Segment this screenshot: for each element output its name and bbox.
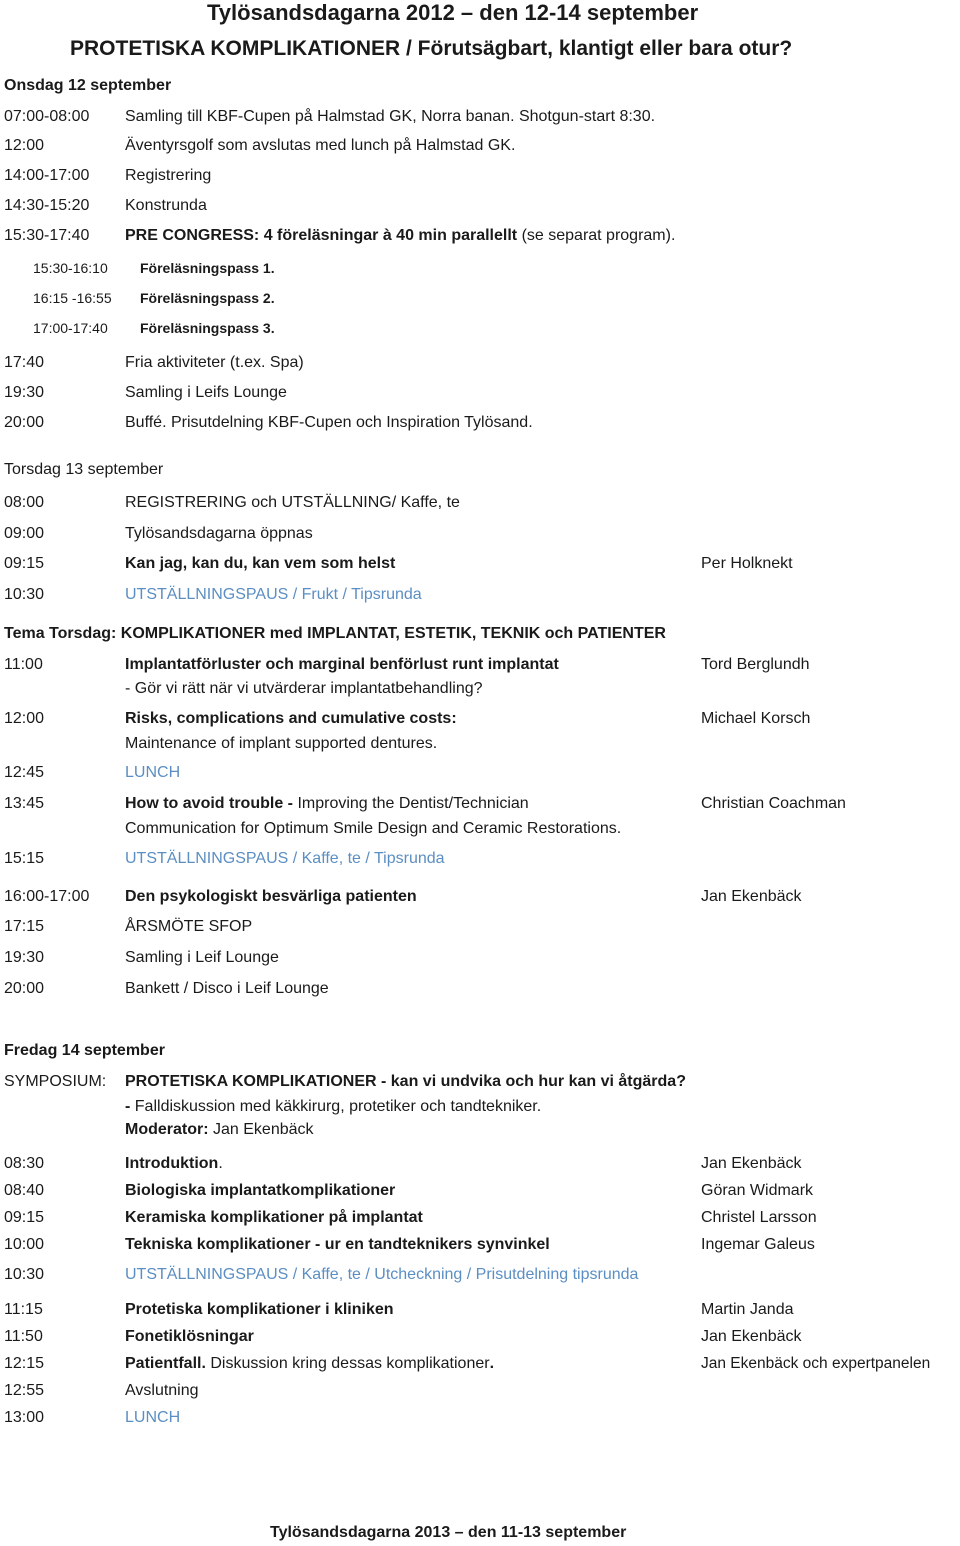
event-text [125, 227, 675, 245]
break-text: LUNCH [125, 764, 181, 781]
session-time: 15:30-16:10 [33, 260, 108, 276]
event-text: Samling i Leifs Lounge [125, 384, 287, 401]
time: 11:00 [4, 656, 43, 673]
event-text: Samling till KBF-Cupen på Halmstad GK, Norra banan. Shotgun-start 8:30. [125, 108, 656, 125]
event-subtitle: Communication for Optimum Smile Design and Ceramic Restorations. [125, 820, 622, 837]
speaker: Jan Ekenbäck [701, 888, 802, 905]
event-title: Fonetiklösningar [125, 1328, 254, 1345]
time: 12:00 [4, 137, 45, 154]
event-title [125, 1155, 223, 1173]
event-title [125, 795, 529, 813]
event-text: ÅRSMÖTE SFOP [125, 918, 253, 935]
event-text: Fria aktiviteter (t.ex. Spa) [125, 354, 304, 371]
time: 15:30-17:40 [4, 227, 90, 244]
event-text: REGISTRERING och UTSTÄLLNING/ Kaffe, te [125, 494, 460, 511]
time: 07:00-08:00 [4, 108, 90, 125]
time: 08:40 [4, 1182, 45, 1199]
time: 14:00-17:00 [4, 167, 90, 184]
speaker: Jan Ekenbäck och expertpanelen [701, 1355, 931, 1372]
session-time: 16:15 -16:55 [33, 290, 112, 306]
time: 17:15 [4, 918, 45, 935]
time: 11:15 [4, 1301, 43, 1318]
event-title-bold: How to avoid trouble - [125, 795, 298, 812]
speaker: Christian Coachman [701, 795, 846, 812]
event-subtitle: - Gör vi rätt när vi utvärderar implantatbehandling? [125, 680, 483, 697]
symposium-title: PROTETISKA KOMPLIKATIONER - kan vi undvika och hur kan vi åtgärda? [125, 1073, 686, 1090]
time: 20:00 [4, 414, 45, 431]
event-title: Protetiska komplikationer i kliniken [125, 1301, 394, 1318]
time: 13:45 [4, 795, 45, 812]
time: 12:15 [4, 1355, 45, 1372]
event-title: Tekniska komplikationer - ur en tandteknikers synvinkel [125, 1236, 550, 1253]
time: 13:00 [4, 1409, 45, 1426]
pre-congress-note: (se separat program). [517, 227, 676, 244]
break-text: UTSTÄLLNINGSPAUS / Frukt / Tipsrunda [125, 586, 422, 603]
symposium-dash: - [125, 1098, 135, 1115]
event-text: Konstrunda [125, 197, 207, 214]
session-label: Föreläsningspass 1. [140, 260, 275, 276]
event-title: Keramiska komplikationer på implantat [125, 1209, 423, 1226]
event-text: Tylösandsdagarna öppnas [125, 525, 313, 542]
time: 20:00 [4, 980, 45, 997]
event-title: Biologiska implantatkomplikationer [125, 1182, 396, 1199]
event-title: Kan jag, kan du, kan vem som helst [125, 555, 396, 572]
day-heading-wednesday: Onsdag 12 september [4, 77, 172, 94]
event-title-period: . [489, 1355, 495, 1372]
event-title: Den psykologiskt besvärliga patienten [125, 888, 417, 905]
speaker: Christel Larsson [701, 1209, 817, 1226]
time: 08:30 [4, 1155, 45, 1172]
symposium-label: SYMPOSIUM: [4, 1073, 107, 1090]
symposium-description [125, 1098, 541, 1116]
event-title-rest: Improving the Dentist/Technician [297, 795, 529, 812]
symposium-line2: Falldiskussion med käkkirurg, protetiker och tandtekniker. [134, 1098, 542, 1115]
speaker: Per Holknekt [701, 555, 793, 572]
page-title: Tylösandsdagarna 2012 – den 12-14 september [207, 0, 699, 25]
time: 11:50 [4, 1328, 43, 1345]
time: 10:30 [4, 1266, 45, 1283]
page-subtitle: PROTETISKA KOMPLIKATIONER / Förutsägbart, klantigt eller bara otur? [70, 37, 793, 60]
event-title-bold: Introduktion [125, 1155, 219, 1172]
event-title-suffix: . [218, 1155, 223, 1172]
time: 09:15 [4, 1209, 45, 1226]
theme-heading: Tema Torsdag: KOMPLIKATIONER med IMPLANTAT, ESTETIK, TEKNIK och PATIENTER [4, 625, 666, 642]
event-title: Implantatförluster och marginal benförlust runt implantat [125, 656, 559, 673]
session-label: Föreläsningspass 2. [140, 290, 275, 306]
time: 10:00 [4, 1236, 45, 1253]
time: 08:00 [4, 494, 45, 511]
event-title-bold: Patientfall. [125, 1355, 206, 1372]
break-text: UTSTÄLLNINGSPAUS / Kaffe, te / Utcheckning / Prisutdelning tipsrunda [125, 1266, 639, 1283]
event-text: Buffé. Prisutdelning KBF-Cupen och Inspiration Tylösand. [125, 414, 533, 431]
speaker: Göran Widmark [701, 1182, 814, 1199]
time: 09:15 [4, 555, 45, 572]
time: 17:40 [4, 354, 45, 371]
time: 12:45 [4, 764, 45, 781]
speaker: Michael Korsch [701, 710, 811, 727]
speaker: Jan Ekenbäck [701, 1328, 802, 1345]
moderator-label: Moderator: [125, 1121, 209, 1138]
event-text: Bankett / Disco i Leif Lounge [125, 980, 329, 997]
event-text: Äventyrsgolf som avslutas med lunch på Halmstad GK. [125, 137, 516, 154]
time: 15:15 [4, 850, 45, 867]
event-title [125, 1355, 494, 1373]
time: 19:30 [4, 949, 45, 966]
event-title: Risks, complications and cumulative costs: [125, 710, 457, 727]
speaker: Ingemar Galeus [701, 1236, 815, 1253]
moderator [125, 1121, 314, 1139]
speaker: Tord Berglundh [701, 656, 810, 673]
time: 10:30 [4, 586, 45, 603]
time: 12:00 [4, 710, 45, 727]
event-text: Samling i Leif Lounge [125, 949, 279, 966]
moderator-name: Jan Ekenbäck [208, 1121, 314, 1138]
footer-next-year: Tylösandsdagarna 2013 – den 11-13 september [270, 1524, 627, 1541]
session-label: Föreläsningspass 3. [140, 320, 275, 336]
time: 09:00 [4, 525, 45, 542]
day-heading-friday: Fredag 14 september [4, 1042, 165, 1059]
event-subtitle: Maintenance of implant supported dentures. [125, 735, 438, 752]
event-text: Registrering [125, 167, 212, 184]
time: 14:30-15:20 [4, 197, 90, 214]
time: 19:30 [4, 384, 45, 401]
break-text: UTSTÄLLNINGSPAUS / Kaffe, te / Tipsrunda [125, 850, 445, 867]
time: 16:00-17:00 [4, 888, 90, 905]
session-time: 17:00-17:40 [33, 320, 108, 336]
break-text: LUNCH [125, 1409, 181, 1426]
day-heading-thursday: Torsdag 13 september [4, 461, 164, 478]
time: 12:55 [4, 1382, 45, 1399]
event-title-rest: Diskussion kring dessas komplikationer [205, 1355, 490, 1372]
pre-congress-title: PRE CONGRESS: 4 föreläsningar à 40 min parallellt [125, 227, 518, 244]
speaker: Martin Janda [701, 1301, 794, 1318]
event-text: Avslutning [125, 1382, 199, 1399]
speaker: Jan Ekenbäck [701, 1155, 802, 1172]
